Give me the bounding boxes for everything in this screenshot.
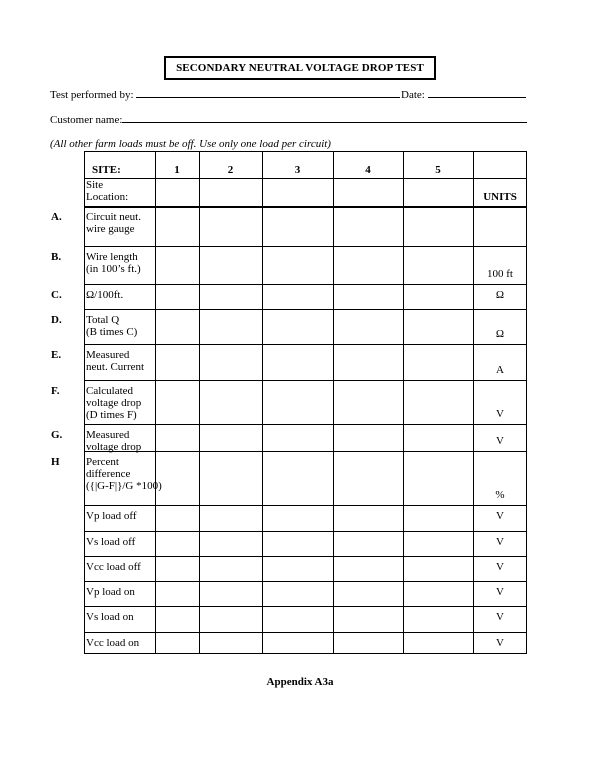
row-label: Measured bbox=[86, 429, 130, 441]
table-rule bbox=[84, 581, 527, 582]
row-letter: D. bbox=[51, 314, 62, 326]
row-unit: V bbox=[496, 408, 504, 420]
customer-name-label: Customer name: bbox=[50, 114, 123, 126]
test-performed-by-field[interactable] bbox=[136, 97, 400, 98]
test-performed-by-label: Test performed by: bbox=[50, 89, 134, 101]
site-location-label: Site bbox=[86, 179, 104, 191]
table-rule bbox=[84, 424, 527, 425]
row-label: (D times F) bbox=[86, 409, 137, 421]
row-unit: V bbox=[496, 536, 504, 548]
table-column-rule bbox=[526, 151, 527, 654]
site-label: SITE: bbox=[92, 164, 121, 176]
row-letter: G. bbox=[51, 429, 63, 441]
row-label: Vs load on bbox=[86, 611, 134, 623]
table-column-rule bbox=[199, 151, 200, 654]
table-column-rule bbox=[262, 151, 263, 654]
site-number-5: 5 bbox=[435, 164, 441, 176]
row-letter: H bbox=[51, 456, 60, 468]
row-unit: V bbox=[496, 510, 504, 522]
table-column-rule bbox=[403, 151, 404, 654]
row-unit: % bbox=[495, 489, 505, 501]
table-rule bbox=[84, 151, 527, 152]
row-label: Ω/100ft. bbox=[86, 289, 124, 301]
row-label: Percent bbox=[86, 456, 119, 468]
row-label: Vs load off bbox=[86, 536, 136, 548]
row-label: (in 100’s ft.) bbox=[86, 263, 141, 275]
form-title: SECONDARY NEUTRAL VOLTAGE DROP TEST bbox=[164, 56, 436, 80]
row-label: Calculated bbox=[86, 385, 134, 397]
table-rule bbox=[84, 531, 527, 532]
row-unit: V bbox=[496, 611, 504, 623]
appendix-label: Appendix A3a bbox=[266, 676, 334, 688]
row-label: Wire length bbox=[86, 251, 138, 263]
row-label: Vp load on bbox=[86, 586, 135, 598]
table-rule bbox=[84, 451, 527, 452]
table-rule bbox=[84, 632, 527, 633]
table-rule bbox=[84, 556, 527, 557]
site-number-4: 4 bbox=[365, 164, 371, 176]
voltage-drop-table bbox=[50, 151, 527, 653]
table-rule bbox=[84, 246, 527, 247]
row-unit: V bbox=[496, 435, 504, 447]
table-rule bbox=[84, 284, 527, 285]
row-label: neut. Current bbox=[86, 361, 145, 373]
row-letter: C. bbox=[51, 289, 62, 301]
table-rule bbox=[84, 380, 527, 381]
table-rule bbox=[84, 309, 527, 310]
row-label: wire gauge bbox=[86, 223, 135, 235]
table-rule bbox=[84, 206, 527, 208]
row-unit: A bbox=[496, 364, 504, 376]
site-number-2: 2 bbox=[227, 164, 234, 176]
row-letter: A. bbox=[51, 211, 62, 223]
row-label: Vcc load on bbox=[86, 637, 140, 649]
site-number-1: 1 bbox=[174, 164, 180, 176]
row-unit: V bbox=[496, 637, 504, 649]
row-label: ({|G-F|}/G *100) bbox=[86, 480, 162, 492]
instruction-note: (All other farm loads must be off. Use only one load per circuit) bbox=[50, 138, 331, 150]
units-label: UNITS bbox=[483, 191, 517, 203]
date-label: Date: bbox=[401, 89, 425, 101]
table-column-rule bbox=[473, 151, 474, 654]
customer-name-field[interactable] bbox=[122, 122, 527, 123]
date-field[interactable] bbox=[428, 97, 526, 98]
row-label: Measured bbox=[86, 349, 130, 361]
row-label: (B times C) bbox=[86, 326, 138, 338]
row-label: Circuit neut. bbox=[86, 211, 141, 223]
row-label: Vcc load off bbox=[86, 561, 141, 573]
row-unit: Ω bbox=[495, 328, 505, 340]
row-letter: B. bbox=[51, 251, 62, 263]
row-letter: F. bbox=[51, 385, 60, 397]
table-rule bbox=[84, 178, 527, 179]
table-rule bbox=[84, 505, 527, 506]
row-unit: V bbox=[496, 586, 504, 598]
row-label: difference bbox=[86, 468, 131, 480]
table-column-rule bbox=[333, 151, 334, 654]
site-location-label: Location: bbox=[86, 191, 129, 203]
row-letter: E. bbox=[51, 349, 62, 361]
row-label: Total Q bbox=[86, 314, 120, 326]
row-label: Vp load off bbox=[86, 510, 137, 522]
table-rule bbox=[84, 653, 527, 654]
row-unit: V bbox=[496, 561, 504, 573]
table-column-rule bbox=[155, 151, 156, 654]
table-column-rule bbox=[84, 151, 85, 654]
site-number-3: 3 bbox=[294, 164, 301, 176]
row-label: voltage drop bbox=[86, 397, 142, 409]
table-rule bbox=[84, 344, 527, 345]
row-label: voltage drop bbox=[86, 441, 142, 453]
row-unit: 100 ft bbox=[487, 268, 513, 280]
table-rule bbox=[84, 606, 527, 607]
row-unit: Ω bbox=[495, 289, 505, 301]
